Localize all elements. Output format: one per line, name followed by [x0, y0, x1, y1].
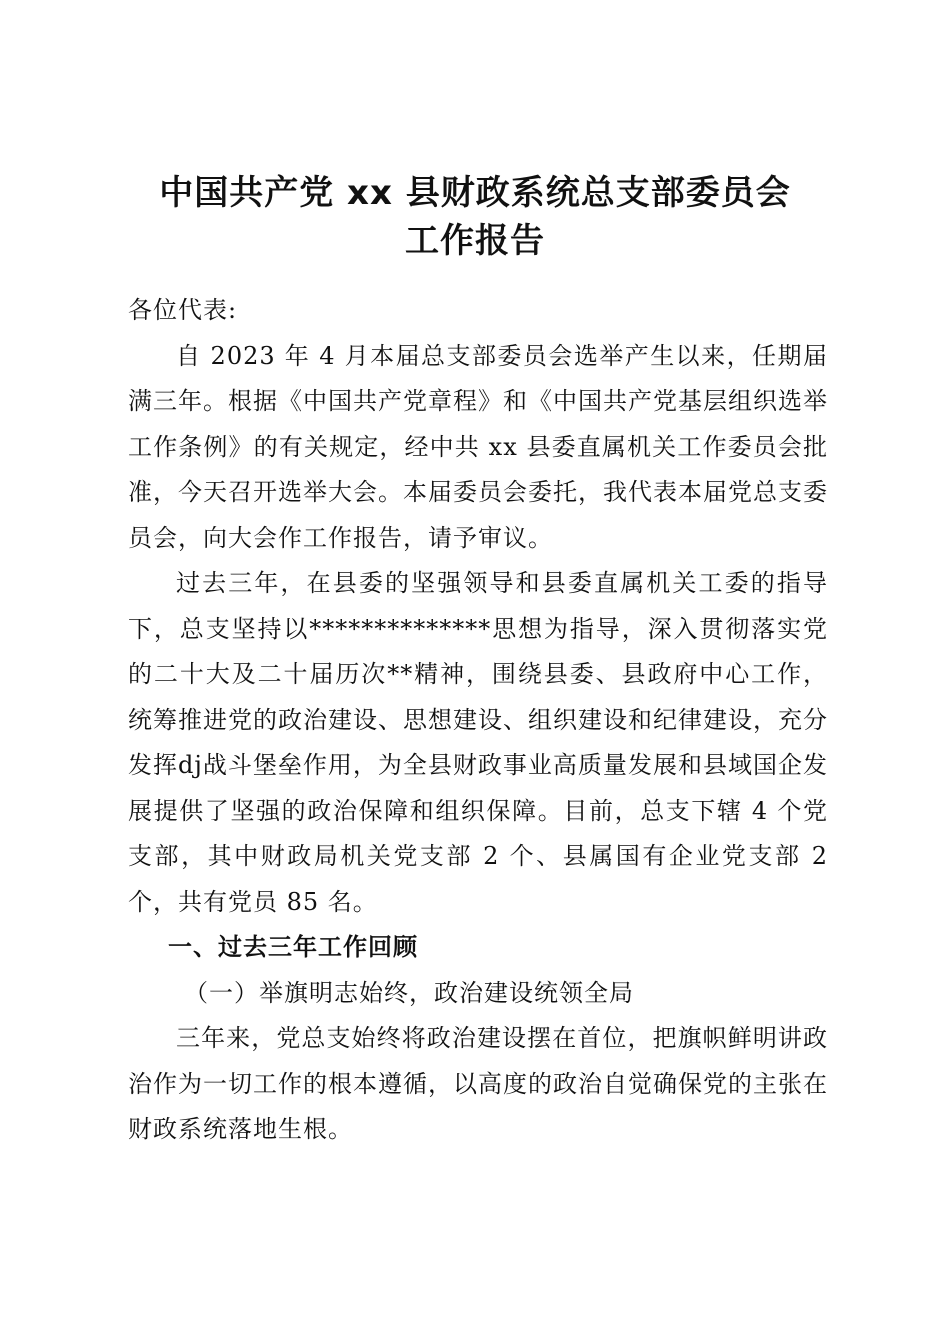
- paragraph-political-building: 三年来，党总支始终将政治建设摆在首位，把旗帜鲜明讲政治作为一切工作的根本遵循，以高度的政治自觉确保党的主张在财政系统落地生根。: [128, 1024, 828, 1143]
- section-heading: 一、过去三年工作回顾: [168, 933, 418, 961]
- document-body: [128, 288, 828, 1153]
- paragraph-overview: 过去三年，在县委的坚强领导和县委直属机关工委的指导下，总支坚持以**************思想为指导，深入贯彻落实党的二十大及二十届历次**精神，围绕县委、县政府中心工作，统筹推进党的政治建设、思想建设、组织建设和纪律建设，充分发挥dj战斗堡垒作用，为全县财政事业高质量发展和县域国企发展提供了坚强的政治保障和组织保障。目前，总支下辖 4 个党支部，其中财政局机关党支部 2 个、县属国有企业党支部 2 个，共有党员 85 名。: [128, 569, 828, 916]
- document-title-line-2: 工作报告: [405, 221, 545, 261]
- paragraph-intro: 自 2023 年 4 月本届总支部委员会选举产生以来，任期届满三年。根据《中国共产党章程》和《中国共产党基层组织选举工作条例》的有关规定，经中共 xx 县委直属机关工作委员会批准，今天召开选举大会。本届委员会委托，我代表本届党总支委员会，向大会作工作报告，请予审议。: [128, 341, 828, 552]
- salutation: 各位代表:: [128, 296, 238, 324]
- subsection-heading: （一）举旗明志始终，政治建设统领全局: [184, 978, 634, 1007]
- document-title-line-1: 中国共产党 xx 县财政系统总支部委员会: [159, 173, 791, 213]
